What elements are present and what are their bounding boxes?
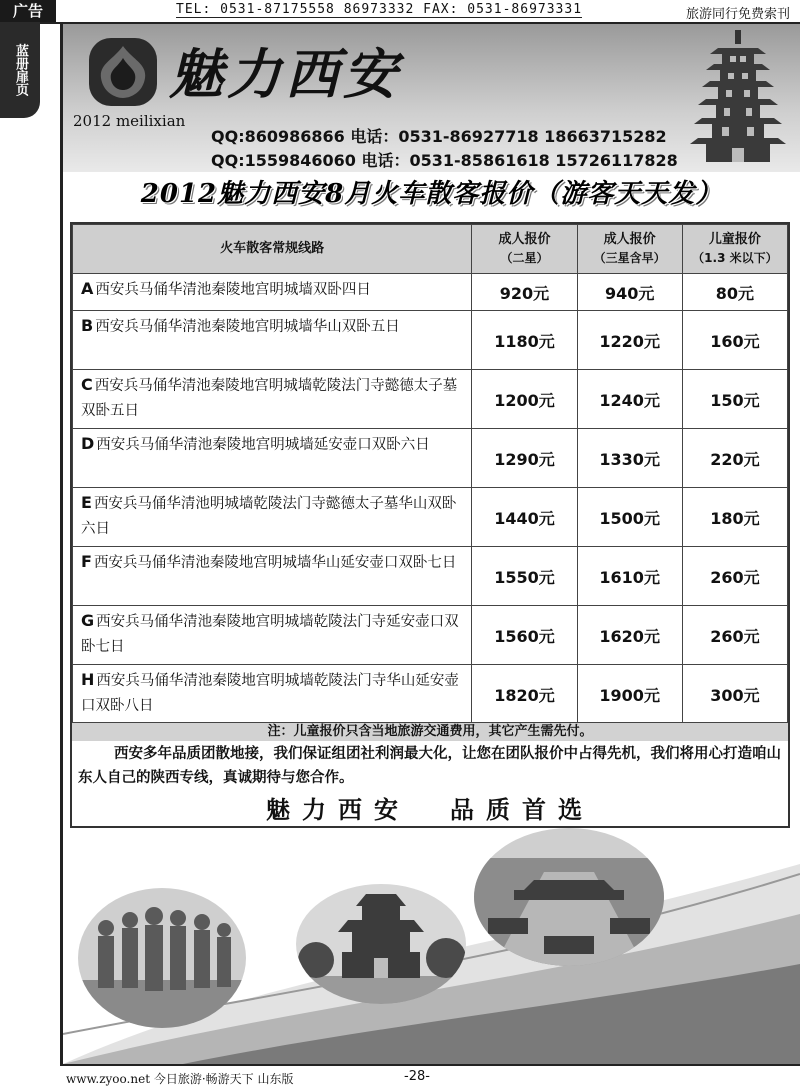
- slogan-left: 魅力西安: [266, 796, 410, 824]
- route-text: 西安兵马俑华清池秦陵地宫明城墙乾陵法门寺延安壶口双卧七日: [81, 614, 459, 655]
- top-bar: [0, 0, 800, 24]
- price-table-panel: [70, 222, 790, 828]
- route-cell: [73, 370, 472, 429]
- price-child: 300元: [682, 665, 787, 724]
- route-code: A: [81, 279, 94, 298]
- footer-rule: [60, 1064, 800, 1066]
- header-banner: [63, 24, 800, 172]
- route-cell: [73, 488, 472, 547]
- price-adult-2star: 1560元: [472, 606, 577, 665]
- price-adult-3star: 1620元: [577, 606, 682, 665]
- contact-line: TEL: 0531-87175558 86973332 FAX: 0531-86973331: [176, 2, 583, 17]
- route-code: C: [81, 375, 93, 394]
- price-adult-2star: 1820元: [472, 665, 577, 724]
- side-tab: 蓝册扉页: [0, 22, 40, 118]
- route-text: 西安兵马俑华清池明城墙乾陵法门寺懿德太子墓华山双卧六日: [81, 496, 457, 537]
- route-text: 西安兵马俑华清池秦陵地宫明城墙华山双卧五日: [95, 319, 400, 335]
- route-code: H: [81, 670, 95, 689]
- header-child: [682, 225, 787, 274]
- price-adult-2star: 1290元: [472, 429, 577, 488]
- table-row: [73, 370, 788, 429]
- route-code: B: [81, 316, 94, 335]
- price-child: 260元: [682, 606, 787, 665]
- table-row: [73, 274, 788, 311]
- price-adult-2star: 1180元: [472, 311, 577, 370]
- page-title: 2012魅力西安8月火车散客报价（游客天天发）: [140, 179, 723, 209]
- route-code: D: [81, 434, 95, 453]
- header-route: 火车散客常规线路: [73, 225, 472, 274]
- pagoda-icon: [688, 28, 788, 168]
- table-row: [73, 547, 788, 606]
- qq-phone-line-2: QQ:1559846060 电话：0531-85861618 15726117828: [211, 151, 678, 170]
- child-price-note: 注：儿童报价只含当地旅游交通费用，其它产生需先付。: [72, 722, 788, 741]
- slogan-right: 品质首选: [450, 796, 594, 824]
- table-row: [73, 488, 788, 547]
- price-adult-3star: 1330元: [577, 429, 682, 488]
- header-adult-2star-label: 成人报价: [498, 232, 551, 247]
- route-text: 西安兵马俑华清池秦陵地宫明城墙乾陵法门寺懿德太子墓双卧五日: [81, 378, 458, 419]
- index-text: 旅游同行免费索刊: [685, 7, 790, 22]
- price-adult-3star: 1240元: [577, 370, 682, 429]
- header-adult-3star-label: 成人报价: [603, 232, 656, 247]
- price-child: 80元: [682, 274, 787, 311]
- table-row: [73, 665, 788, 724]
- price-child: 220元: [682, 429, 787, 488]
- brand-logo-icon: [85, 34, 161, 110]
- price-child: 260元: [682, 547, 787, 606]
- price-adult-3star: 1500元: [577, 488, 682, 547]
- table-header-row: [73, 225, 788, 274]
- price-child: 150元: [682, 370, 787, 429]
- route-code: G: [81, 611, 95, 630]
- palace-square-photo: [474, 828, 664, 966]
- brand-subtitle: 2012 meilixian: [73, 112, 186, 130]
- price-adult-2star: 920元: [472, 274, 577, 311]
- price-adult-2star: 1440元: [472, 488, 577, 547]
- route-text: 西安兵马俑华清池秦陵地宫明城墙延安壶口双卧六日: [96, 437, 430, 453]
- header-adult-3star: [577, 225, 682, 274]
- page-number: -28-: [404, 1069, 430, 1084]
- price-adult-3star: 1220元: [577, 311, 682, 370]
- route-cell: [73, 311, 472, 370]
- route-code: E: [81, 493, 92, 512]
- ad-label: 广告: [0, 0, 56, 22]
- header-child-sub: （1.3 米以下）: [692, 251, 778, 265]
- header-adult-3star-sub: （三星含早）: [593, 251, 666, 265]
- price-adult-2star: 1200元: [472, 370, 577, 429]
- table-row: [73, 606, 788, 665]
- header-adult-2star-sub: （二星）: [500, 251, 549, 265]
- terracotta-statues-photo: [78, 888, 246, 1028]
- header-child-label: 儿童报价: [708, 232, 761, 247]
- price-adult-2star: 1550元: [472, 547, 577, 606]
- slogan: [72, 790, 788, 825]
- route-cell: [73, 606, 472, 665]
- table-row: [73, 429, 788, 488]
- price-adult-3star: 1610元: [577, 547, 682, 606]
- footer-site: www.zyoo.net 今日旅游·畅游天下 山东版: [66, 1072, 294, 1086]
- price-adult-3star: 940元: [577, 274, 682, 311]
- price-table: [72, 224, 788, 724]
- route-text: 西安兵马俑华清池秦陵地宫明城墙乾陵法门寺华山延安壶口双卧八日: [81, 673, 459, 714]
- route-cell: [73, 429, 472, 488]
- price-child: 160元: [682, 311, 787, 370]
- route-cell: [73, 665, 472, 724]
- price-child: 180元: [682, 488, 787, 547]
- route-cell: [73, 274, 472, 311]
- table-row: [73, 311, 788, 370]
- qq-phone-line-1: QQ:860986866 电话：0531-86927718 18663715282: [211, 127, 667, 146]
- drum-tower-photo: [296, 884, 466, 1004]
- price-adult-3star: 1900元: [577, 665, 682, 724]
- header-adult-2star: [472, 225, 577, 274]
- brand-title: 魅力西安: [169, 42, 401, 106]
- route-cell: [73, 547, 472, 606]
- promo-paragraph: 西安多年品质团散地接，我们保证组团社利润最大化，让您在团队报价中占得先机，我们将用心打造咱山东人自己的陕西专线，真诚期待与您合作。: [78, 746, 781, 786]
- route-text: 西安兵马俑华清池秦陵地宫明城墙双卧四日: [95, 282, 371, 298]
- footer: [0, 1068, 800, 1086]
- route-text: 西安兵马俑华清池秦陵地宫明城墙华山延安壶口双卧七日: [93, 555, 457, 571]
- route-code: F: [81, 552, 92, 571]
